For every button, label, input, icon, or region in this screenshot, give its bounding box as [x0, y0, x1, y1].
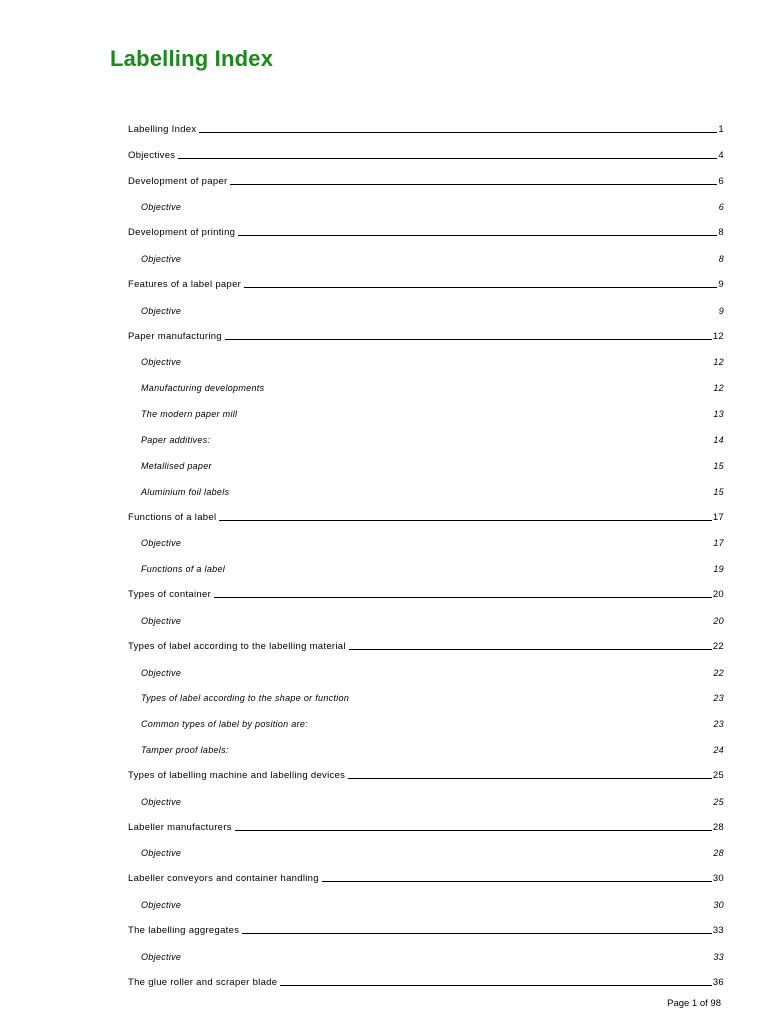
toc-entry-title: Tamper proof labels: — [141, 745, 229, 756]
toc-entry-title: The modern paper mill — [141, 409, 238, 420]
toc-entry-title: Common types of label by position are: — [141, 719, 308, 730]
toc-subentry[interactable] — [128, 342, 724, 368]
toc-entry[interactable] — [128, 109, 724, 135]
toc-subentry[interactable] — [128, 187, 724, 213]
toc-entry[interactable] — [128, 962, 724, 988]
toc-subentry[interactable] — [128, 600, 724, 626]
toc-entry-page: 33 — [713, 951, 724, 962]
toc-entry[interactable] — [128, 212, 724, 238]
toc-leader-line — [242, 932, 712, 934]
toc-entry-page: 25 — [712, 769, 724, 781]
toc-entry[interactable] — [128, 316, 724, 342]
toc-entry[interactable] — [128, 626, 724, 652]
toc-entry-title: Objective — [141, 357, 182, 368]
toc-subentry[interactable] — [128, 833, 724, 859]
toc-entry-title: Development of paper — [128, 175, 228, 187]
toc-leader-line — [214, 596, 712, 598]
toc-entry-page: 15 — [713, 486, 724, 497]
toc-subentry[interactable] — [128, 729, 724, 755]
toc-entry-title: Types of container — [128, 589, 212, 601]
toc-entry-page: 24 — [713, 745, 724, 756]
toc-leader-line — [280, 984, 712, 986]
toc-subentry[interactable] — [128, 884, 724, 910]
toc-leader-line — [219, 519, 711, 521]
toc-entry-page: 33 — [712, 925, 724, 936]
toc-entry-page: 13 — [713, 409, 724, 420]
toc-entry-page: 19 — [713, 564, 724, 575]
toc-entry[interactable] — [128, 161, 724, 187]
toc-entry-page: 6 — [718, 175, 724, 187]
toc-entry-page: 20 — [713, 615, 724, 626]
toc-leader-line — [235, 829, 712, 831]
toc-entry-title: The glue roller and scraper blade — [128, 976, 278, 988]
toc-entry-page: 15 — [713, 460, 724, 471]
toc-entry-page: 30 — [713, 900, 724, 911]
toc-entry-page: 4 — [718, 149, 724, 161]
toc-entry-title: Types of label according to the labelling material — [128, 640, 346, 652]
toc-subentry[interactable] — [128, 393, 724, 419]
toc-leader-line — [178, 157, 717, 159]
toc-entry-title: Objective — [141, 951, 182, 962]
toc-entry-page: 28 — [713, 848, 724, 859]
toc-entry-page: 9 — [718, 278, 724, 290]
toc-entry-page: 12 — [712, 330, 724, 342]
toc-entry-page: 8 — [718, 254, 724, 265]
toc-entry-title: Types of label according to the shape or function — [141, 693, 350, 704]
toc-entry-page: 1 — [718, 123, 724, 135]
toc-leader-line — [322, 880, 712, 882]
toc-entry-title: Functions of a label — [141, 564, 226, 575]
toc-subentry[interactable] — [128, 703, 724, 729]
toc-entry-title: Manufacturing developments — [141, 383, 265, 394]
toc-entry[interactable] — [128, 910, 724, 936]
toc-entry-page: 17 — [712, 511, 724, 523]
toc-entry[interactable] — [128, 755, 724, 781]
toc-leader-line — [199, 131, 717, 133]
toc-entry-title: Types of labelling machine and labelling devices — [128, 769, 346, 781]
toc-entry[interactable] — [128, 497, 724, 523]
toc-entry-title: Objective — [141, 305, 182, 316]
toc-entry-title: Objective — [141, 900, 182, 911]
toc-entry[interactable] — [128, 858, 724, 884]
toc-entry-title: Objective — [141, 254, 182, 265]
toc-entry-page: 28 — [712, 821, 724, 833]
toc-leader-line — [244, 286, 717, 288]
toc-subentry[interactable] — [128, 367, 724, 393]
toc-entry-title: The labelling aggregates — [128, 925, 240, 936]
toc-entry-page: 8 — [718, 227, 724, 239]
toc-entry-page: 23 — [713, 719, 724, 730]
page-title: Labelling Index — [110, 46, 274, 71]
toc-entry-title: Paper manufacturing — [128, 330, 222, 342]
page-number: Page 1 of 98 — [667, 998, 721, 1009]
toc-entry-page: 17 — [713, 538, 724, 549]
toc-subentry[interactable] — [128, 445, 724, 471]
toc-subentry[interactable] — [128, 548, 724, 574]
toc-entry-title: Aluminium foil labels — [141, 486, 230, 497]
toc-entry-page: 12 — [713, 383, 724, 394]
toc-entry-title: Objective — [141, 538, 182, 549]
toc-entry-page: 22 — [713, 667, 724, 678]
toc-entry[interactable] — [128, 135, 724, 161]
table-of-contents — [128, 109, 724, 988]
toc-entry-page: 9 — [718, 305, 724, 316]
toc-leader-line — [348, 777, 712, 779]
toc-entry-page: 22 — [712, 640, 724, 652]
toc-subentry[interactable] — [128, 290, 724, 316]
toc-entry-title: Metallised paper — [141, 460, 212, 471]
toc-subentry[interactable] — [128, 781, 724, 807]
toc-entry-title: Paper additives: — [141, 434, 211, 445]
toc-entry-title: Objective — [141, 615, 182, 626]
toc-entry-page: 30 — [712, 873, 724, 885]
toc-entry-page: 36 — [712, 976, 724, 988]
toc-leader-line — [349, 648, 712, 650]
toc-entry-title: Development of printing — [128, 227, 236, 239]
toc-entry[interactable] — [128, 807, 724, 833]
toc-leader-line — [225, 338, 712, 340]
toc-subentry[interactable] — [128, 652, 724, 678]
toc-subentry[interactable] — [128, 419, 724, 445]
toc-leader-line — [238, 234, 717, 236]
toc-entry-title: Features of a label paper — [128, 278, 242, 290]
toc-entry-page: 12 — [713, 357, 724, 368]
toc-entry-page: 25 — [713, 796, 724, 807]
toc-subentry[interactable] — [128, 678, 724, 704]
toc-entry-title: Objective — [141, 667, 182, 678]
toc-subentry[interactable] — [128, 238, 724, 264]
toc-entry-title: Labeller conveyors and container handling — [128, 873, 319, 885]
toc-subentry[interactable] — [128, 936, 724, 962]
toc-entry[interactable] — [128, 574, 724, 600]
toc-subentry[interactable] — [128, 471, 724, 497]
toc-leader-line — [230, 183, 717, 185]
toc-entry-title: Functions of a label — [128, 511, 217, 523]
toc-entry-page: 14 — [713, 434, 724, 445]
toc-entry-title: Objective — [141, 796, 182, 807]
toc-entry[interactable] — [128, 264, 724, 290]
toc-entry-title: Objectives — [128, 149, 176, 161]
toc-entry-title: Labelling Index — [128, 123, 197, 135]
toc-subentry[interactable] — [128, 523, 724, 549]
toc-entry-page: 6 — [718, 202, 724, 213]
toc-entry-page: 23 — [713, 693, 724, 704]
toc-entry-page: 20 — [712, 589, 724, 601]
toc-entry-title: Objective — [141, 848, 182, 859]
toc-entry-title: Objective — [141, 202, 182, 213]
toc-entry-title: Labeller manufacturers — [128, 821, 232, 833]
